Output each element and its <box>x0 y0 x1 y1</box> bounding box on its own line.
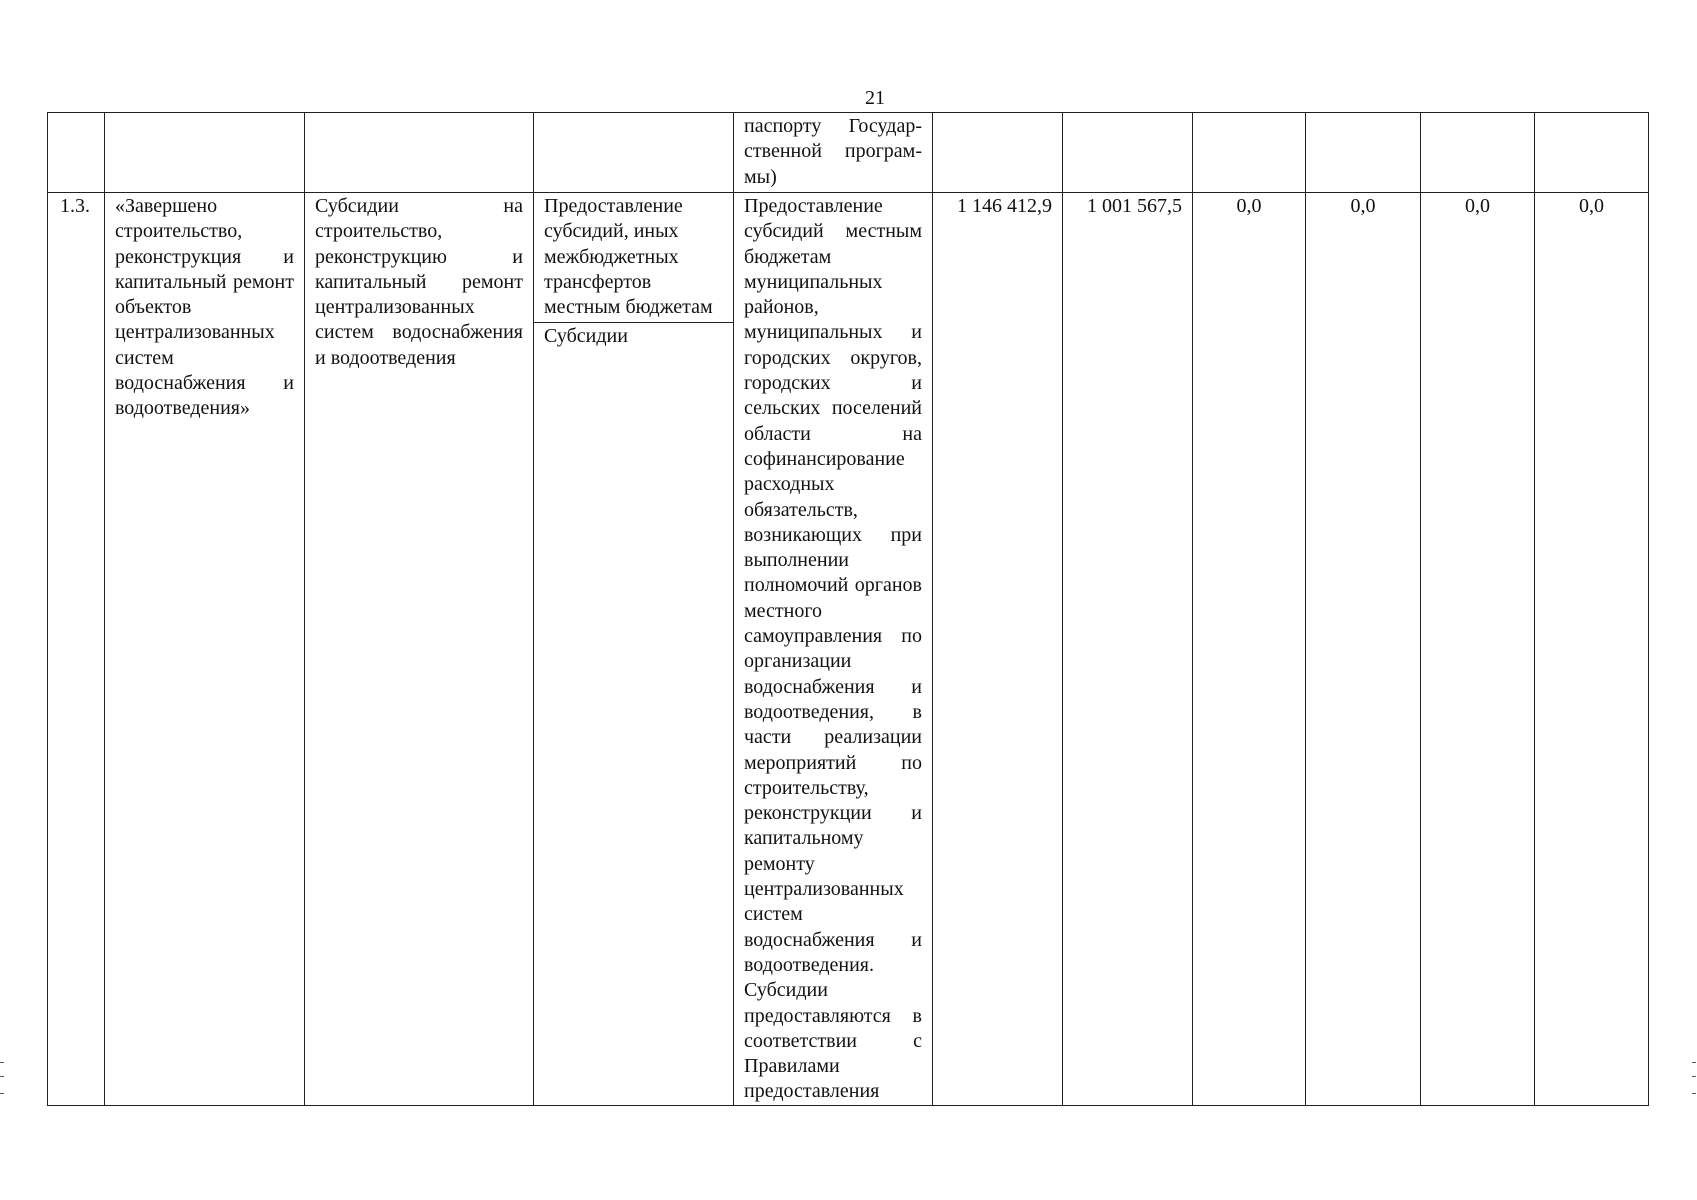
budget-table <box>47 112 1649 1106</box>
cell-empty <box>1421 113 1535 193</box>
cell-empty <box>105 113 305 193</box>
page-number: 21 <box>865 87 885 109</box>
row-index: 1.3. <box>48 193 105 1106</box>
value-year-4: 0,0 <box>1306 193 1421 1106</box>
cell-empty <box>1306 113 1421 193</box>
value-year-6: 0,0 <box>1535 193 1649 1106</box>
cell-empty <box>1535 113 1649 193</box>
table-row-1-3 <box>48 193 1649 1106</box>
value-year-1: 1 146 412,9 <box>933 193 1063 1106</box>
type-cell <box>534 193 734 1106</box>
table-row-continuation <box>48 113 1649 193</box>
value-year-2: 1 001 567,5 <box>1063 193 1193 1106</box>
basis-continuation-cell: паспорту Государственной программы) <box>734 113 933 193</box>
cell-empty <box>1193 113 1306 193</box>
type-subsidy: Субсидии <box>544 325 628 348</box>
value-year-3: 0,0 <box>1193 193 1306 1106</box>
basis-cell: Предоставление субсидий местным бюджетам муниципальных районов, муниципальных и городских округов, городских и сельских поселений области на софинансирование расходных обязательств, возникающих при выполнении полномочий органов местного самоуправления по организации водоснабжения и водоотведения, в части реализации мероприятий по строительству, реконструкции и капитальному ремонту централизованных систем водоснабжения и водоотведения. Субсидии предоставляются в соответствии с Правилами предоставления <box>734 193 933 1106</box>
event-cell: Субсидии на строительство, реконструкцию и капитальный ремонт централизованных систем водоснабжения и водоотведения <box>305 193 534 1106</box>
type-group: Предоставление субсидий, иных межбюджетных трансфертов местным бюджетам <box>534 193 733 323</box>
cell-empty <box>48 113 105 193</box>
cell-empty <box>1063 113 1193 193</box>
cell-empty <box>534 113 734 193</box>
result-cell: «Завершено строительство, реконструкция и капитальный ремонт объектов централизованных систем водоснабжения и водоотведения» <box>105 193 305 1106</box>
value-year-5: 0,0 <box>1421 193 1535 1106</box>
cell-empty <box>933 113 1063 193</box>
scan-edge-mark-right <box>1692 1062 1696 1094</box>
cell-empty <box>305 113 534 193</box>
scan-edge-mark-left <box>0 1062 4 1094</box>
